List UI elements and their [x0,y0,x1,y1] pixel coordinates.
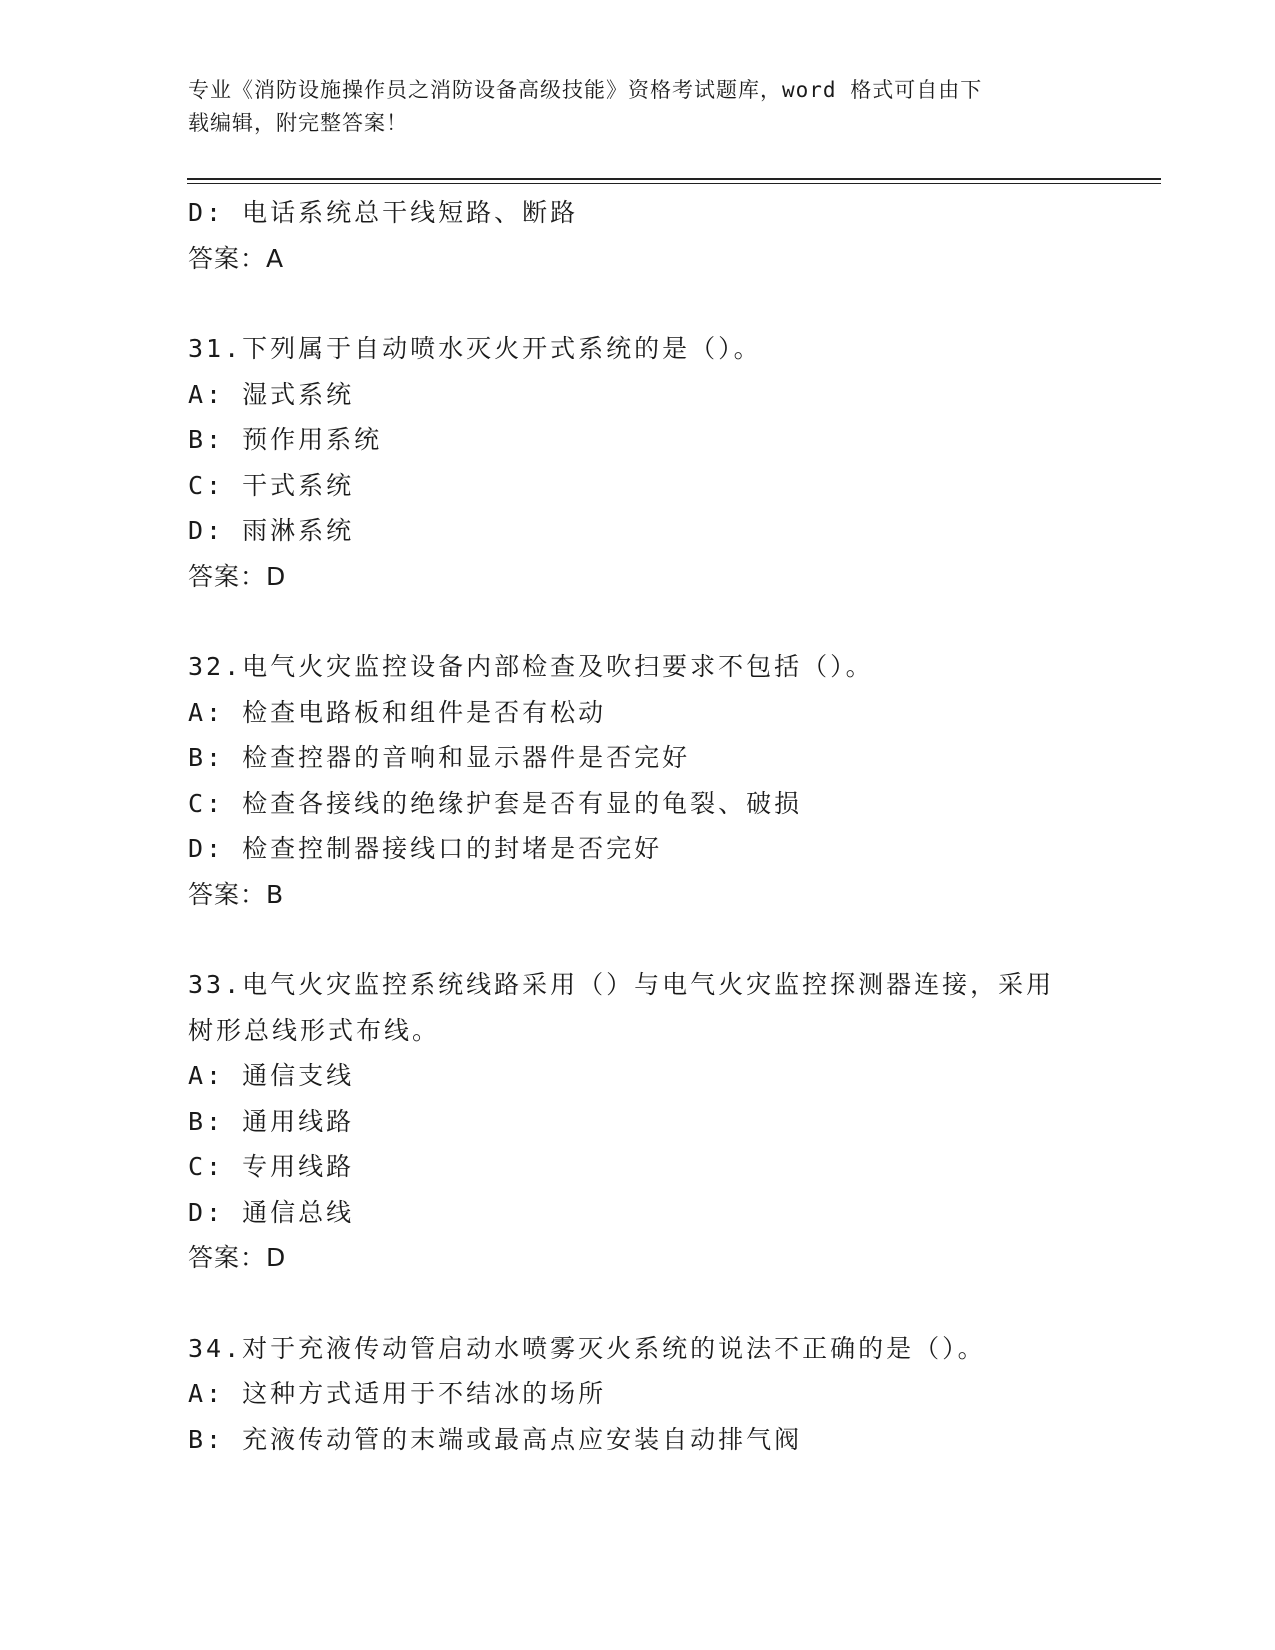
option-d: D: 雨淋系统 [188,516,355,545]
option-d: D: 电话系统总干线短路、断路 [188,198,579,227]
option-b: B: 充液传动管的末端或最高点应安装自动排气阀 [188,1424,803,1454]
answer-text: 答案：B [188,879,285,909]
question-text: 31.下列属于自动喷水灭火开式系统的是（）。 [188,334,762,363]
question-text-line-1: 33.电气火灾监控系统线路采用（）与电气火灾监控探测器连接，采用 [188,970,1055,999]
option-c: C: 检查各接线的绝缘护套是否有显的龟裂、破损 [188,788,803,818]
previous-question-tail [188,190,1088,281]
option-a: A: 通信支线 [188,1061,355,1090]
header-line-2: 载编辑，附完整答案！ [188,111,408,135]
option-a: A: 湿式系统 [188,379,355,409]
option-a: A: 这种方式适用于不结冰的场所 [188,1379,607,1408]
answer-text: 答案：A [188,243,285,273]
header-line-1: 专业《消防设施操作员之消防设备高级技能》资格考试题库，word 格式可自由下 [188,78,983,102]
question-text: 32.电气火灾监控设备内部检查及吹扫要求不包括（）。 [188,652,874,681]
option-d: D: 检查控制器接线口的封堵是否完好 [188,834,663,863]
option-b: B: 预作用系统 [188,425,383,454]
answer-text: 答案：D [188,561,287,591]
question-32 [188,644,1088,917]
option-c: C: 干式系统 [188,470,355,500]
option-b: B: 通用线路 [188,1106,355,1136]
option-d: D: 通信总线 [188,1197,355,1227]
question-list [188,190,1088,1462]
answer-text: 答案：D [188,1243,287,1272]
option-a: A: 检查电路板和组件是否有松动 [188,697,607,727]
question-33 [188,962,1088,1281]
question-text: 34.对于充液传动管启动水喷雾灭火系统的说法不正确的是（）。 [188,1333,986,1363]
question-34 [188,1326,1088,1463]
question-31 [188,326,1088,599]
question-text-line-2: 树形总线形式布线。 [188,1015,441,1045]
header-divider [187,178,1161,184]
option-c: C: 专用线路 [188,1152,355,1181]
option-b: B: 检查控器的音响和显示器件是否完好 [188,743,691,772]
document-header [188,74,1088,140]
